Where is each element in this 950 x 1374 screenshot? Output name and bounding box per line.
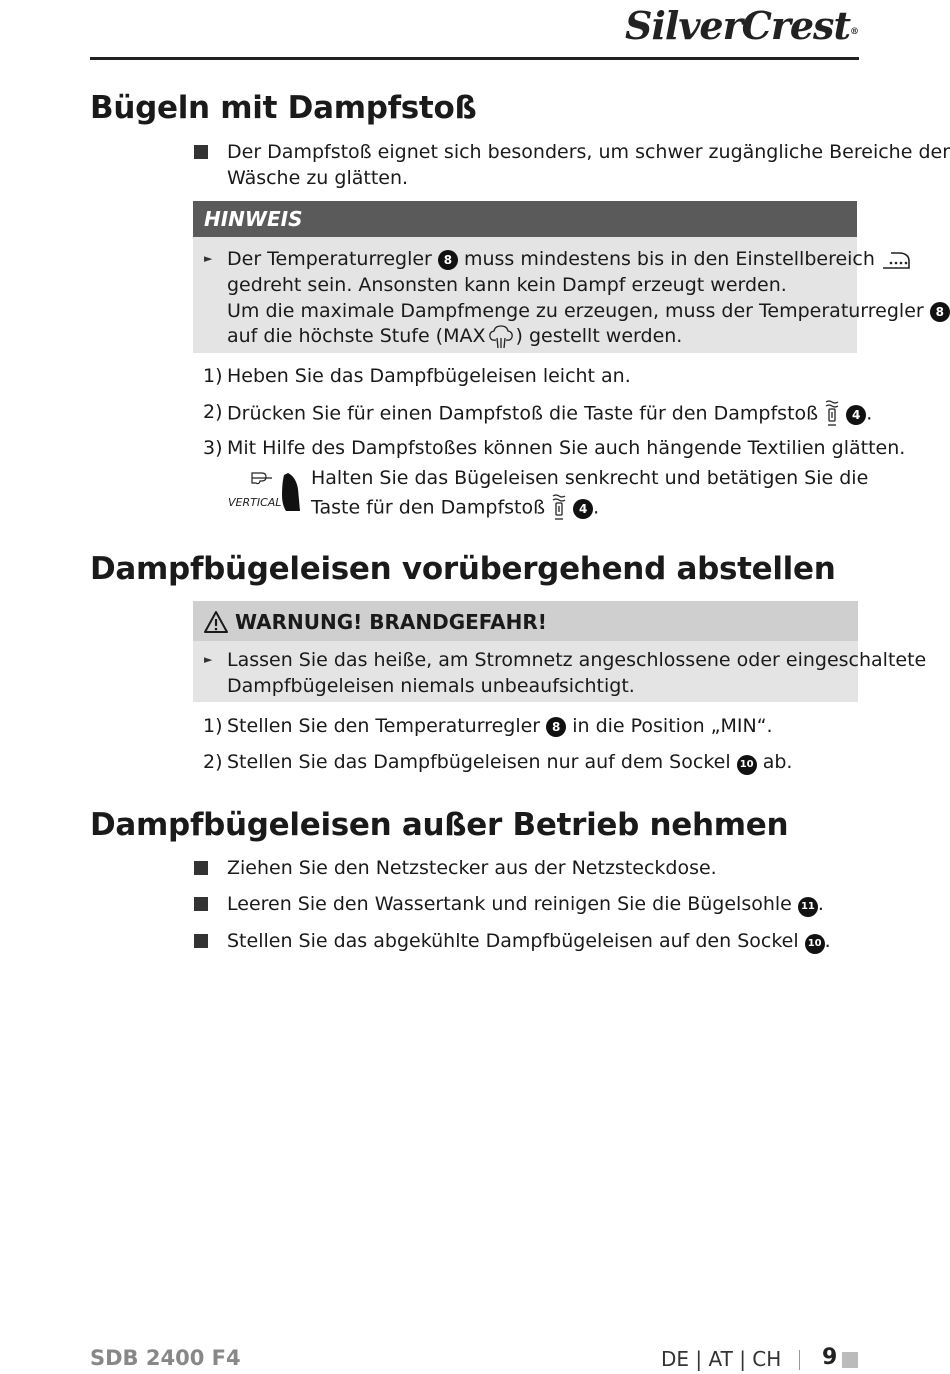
list-item: Stellen Sie das abgekühlte Dampfbügeleisen auf den Sockel 10 . [227, 930, 831, 952]
note-line-3: Um die maximale Dampfmenge zu erzeugen, muss der Temperaturregler 8 [227, 298, 950, 324]
ref-badge: 11 [798, 897, 818, 917]
step-text: Stellen Sie das Dampfbügeleisen nur auf dem Sockel 10 ab. [227, 751, 793, 773]
ref-badge: 10 [737, 755, 757, 775]
step-number: 3) [203, 437, 223, 459]
iron-setting-icon [881, 250, 911, 270]
warning-triangle-icon [203, 610, 229, 634]
note-heading: HINWEIS [193, 201, 857, 237]
intro-line-1: Der Dampfstoß eignet sich besonders, um schwer zugängliche Bereiche der [227, 141, 950, 163]
arrow-icon: ► [204, 252, 213, 265]
step-text: Drücken Sie für einen Dampfstoß die Taste für den Dampfstoß 4 . [227, 399, 872, 429]
step-text: Heben Sie das Dampfbügeleisen leicht an. [227, 365, 631, 387]
arrow-icon: ► [204, 653, 213, 666]
ref-badge: 10 [805, 934, 825, 954]
ref-badge: 8 [438, 250, 458, 270]
step-number: 1) [203, 715, 223, 737]
step-text: Stellen Sie den Temperaturregler 8 in die Position „MIN“. [227, 715, 773, 737]
warning-heading: WARNUNG! BRANDGEFAHR! [193, 601, 858, 641]
note-line-4: auf die höchste Stufe (MAX ) gestellt werden. [227, 323, 682, 350]
page-number: 9 [822, 1345, 838, 1370]
ref-badge: 4 [573, 499, 593, 519]
step-number: 2) [203, 751, 223, 773]
step-number: 1) [203, 365, 223, 387]
list-item: Ziehen Sie den Netzstecker aus der Netzsteckdose. [227, 857, 717, 879]
section-title-shutdown: Dampfbügeleisen außer Betrieb nehmen [90, 807, 789, 843]
registered-mark: ® [850, 27, 858, 37]
bullet-square [194, 861, 208, 875]
vertical-line-1: Halten Sie das Bügeleisen senkrecht und betätigen Sie die [311, 467, 869, 489]
steam-burst-icon [551, 493, 567, 523]
warning-line-2: Dampfbügeleisen niemals unbeaufsichtigt. [227, 675, 635, 697]
step-number: 2) [203, 401, 223, 423]
note-line-2: gedreht sein. Ansonsten kann kein Dampf erzeugt werden. [227, 274, 787, 296]
list-item: Leeren Sie den Wassertank und reinigen Sie die Bügelsohle 11 . [227, 893, 824, 915]
brand-logo [625, 3, 858, 48]
bullet-square [194, 934, 208, 948]
logo-text: SilverCrest [625, 3, 850, 48]
note-line-1: Der Temperaturregler 8 muss mindestens bis in den Einstellbereich [227, 246, 911, 272]
ref-badge: 8 [546, 717, 566, 737]
steam-burst-icon [824, 399, 840, 429]
ref-badge: 4 [846, 405, 866, 425]
header-rule [90, 57, 859, 60]
section-title-steam-burst: Bügeln mit Dampfstoß [90, 90, 477, 126]
bullet-square [194, 897, 208, 911]
section-title-temporary-park: Dampfbügeleisen vorübergehend abstellen [90, 551, 836, 587]
step-text: Mit Hilfe des Dampfstoßes können Sie auch hängende Textilien glätten. [227, 437, 906, 459]
footer-square [842, 1352, 858, 1368]
vertical-line-2: Taste für den Dampfstoß 4 . [311, 493, 599, 523]
bullet-square [194, 145, 208, 159]
warning-line-1: Lassen Sie das heiße, am Stromnetz angeschlossene oder eingeschaltete [227, 649, 927, 671]
footer-languages: DE | AT | CH [661, 1347, 782, 1371]
max-steam-icon [486, 324, 516, 350]
footer-divider [799, 1350, 800, 1370]
intro-line-2: Wäsche zu glätten. [227, 167, 409, 189]
footer-model: SDB 2400 F4 [90, 1346, 241, 1370]
vertical-label: VERTICAL [228, 496, 282, 509]
ref-badge: 8 [930, 302, 950, 322]
